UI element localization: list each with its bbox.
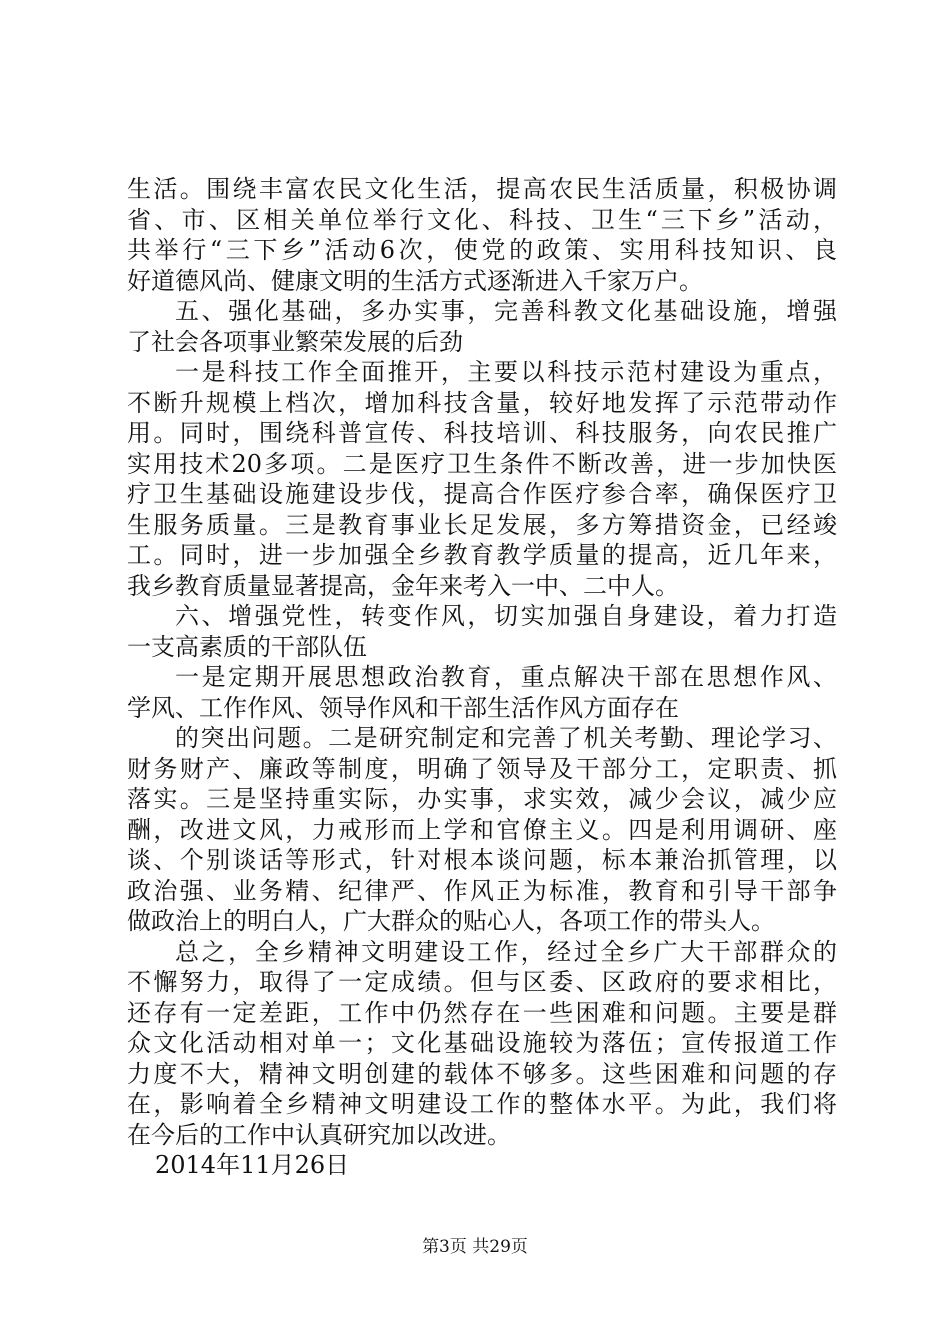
text-line: 好道德风尚、健康文明的生活方式逐渐进入千家万户。 <box>127 266 703 295</box>
text-line: 众文化活动相对单一；文化基础设施较为落伍；宣传报道工作 <box>127 1029 837 1057</box>
text-line: 共举行“三下乡”活动6次，使党的政策、实用科技知识、良 <box>127 236 837 264</box>
text-line: 在，影响着全乡精神文明建设工作的整体水平。为此，我们将 <box>127 1090 837 1118</box>
text-line: 省、市、区相关单位举行文化、科技、卫生“三下乡”活动， <box>127 205 837 234</box>
text-line: 六、增强党性，转变作风，切实加强自身建设，着力打造 <box>175 602 837 630</box>
text-line: 一是定期开展思想政治教育，重点解决干部在思想作风、 <box>175 663 837 691</box>
text-line: 在今后的工作中认真研究加以改进。 <box>127 1120 511 1149</box>
text-line: 还存有一定差距，工作中仍然存在一些困难和问题。主要是群 <box>127 998 837 1027</box>
text-line: 政治强、业务精、纪律严、作风正为标准，教育和引导干部争 <box>127 876 837 905</box>
text-line: 不断升规模上档次，增加科技含量，较好地发挥了示范带动作 <box>127 388 837 417</box>
text-line: 财务财产、廉政等制度，明确了领导及干部分工，定职责、抓 <box>127 754 837 783</box>
text-line: 不懈努力，取得了一定成绩。但与区委、区政府的要求相比， <box>127 968 837 996</box>
text-line: 做政治上的明白人，广大群众的贴心人，各项工作的带头人。 <box>127 907 775 935</box>
text-line: 工。同时，进一步加强全乡教育教学质量的提高，近几年来， <box>127 541 837 569</box>
page-number-footer: 第3页 共29页 <box>422 1237 528 1257</box>
text-line: 的突出问题。二是研究制定和完善了机关考勤、理论学习、 <box>175 724 837 752</box>
text-line: 五、强化基础，多办实事，完善科教文化基础设施，增强 <box>175 297 837 325</box>
text-line: 实用技术20多项。二是医疗卫生条件不断改善，进一步加快医 <box>127 449 837 478</box>
text-line: 学风、工作作风、领导作风和干部生活作风方面存在 <box>127 693 679 722</box>
document-body <box>127 174 837 1181</box>
text-line: 我乡教育质量显著提高，金年来考入一中、二中人。 <box>127 571 679 600</box>
text-line: 总之，全乡精神文明建设工作，经过全乡广大干部群众的 <box>175 937 837 966</box>
text-line: 一是科技工作全面推开，主要以科技示范村建设为重点， <box>175 358 837 386</box>
text-line: 落实。三是坚持重实际，办实事，求实效，减少会议，减少应 <box>127 785 837 813</box>
text-line: 生活。围绕丰富农民文化生活，提高农民生活质量，积极协调 <box>127 175 837 203</box>
text-line: 疗卫生基础设施建设步伐，提高合作医疗参合率，确保医疗卫 <box>127 480 837 508</box>
text-line: 了社会各项事业繁荣发展的后劲 <box>127 327 463 356</box>
text-line: 用。同时，围绕科普宣传、科技培训、科技服务，向农民推广 <box>127 419 837 447</box>
text-line: 一支高素质的干部队伍 <box>127 632 367 661</box>
text-line: 谈、个别谈话等形式，针对根本谈问题，标本兼治抓管理，以 <box>127 846 837 874</box>
text-line: 生服务质量。三是教育事业长足发展，多方筹措资金，已经竣 <box>127 510 837 539</box>
text-line: 酬，改进文风，力戒形而上学和官僚主义。四是利用调研、座 <box>127 815 837 844</box>
text-line: 力度不大，精神文明创建的载体不够多。这些困难和问题的存 <box>127 1059 837 1088</box>
text-line: 2014年11月26日 <box>155 1151 350 1179</box>
